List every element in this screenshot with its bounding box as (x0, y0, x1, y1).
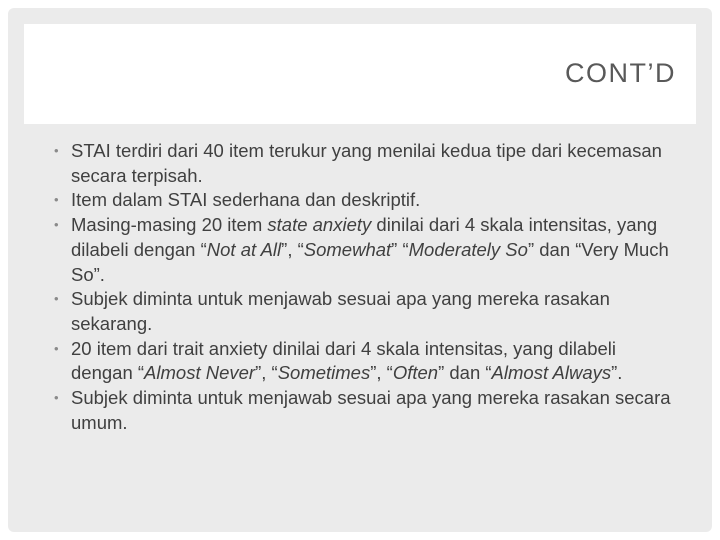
bullet-item (54, 188, 674, 213)
bullet-text-italic: Somewhat (303, 238, 392, 260)
bullet-text: Item dalam STAI sederhana dan deskriptif. (71, 189, 421, 211)
bullet-text: ” dan “Very Much So”. (71, 238, 669, 285)
bullet-dot-icon: • (54, 143, 59, 158)
bullet-text-italic: Sometimes (277, 362, 371, 384)
bullet-text: dinilai dari 4 skala intensitas, yang dilabeli dengan “ (71, 214, 658, 260)
bullet-text: ” “ (391, 238, 409, 260)
bullet-text-italic: state anxiety (267, 214, 372, 236)
bullet-dot-icon: • (54, 291, 59, 307)
bullet-text: ” dan “ (438, 362, 492, 384)
bullet-text: Subjek diminta untuk menjawab sesuai apa yang mereka rasakan sekarang. (71, 288, 610, 334)
bullet-dot-icon: • (54, 192, 59, 208)
bullet-text: ”, “ (255, 362, 278, 384)
bullet-list (54, 139, 674, 435)
bullet-item (54, 386, 674, 435)
bullet-text: STAI terdiri dari 40 item terukur yang menilai kedua tipe dari kecemasan secara terpisah. (71, 140, 662, 186)
bullet-item (54, 287, 674, 336)
bullet-text: ”. (611, 362, 623, 384)
bullet-text-italic: Not at All (206, 238, 282, 260)
bullet-dot-icon: • (54, 390, 59, 406)
bullet-item (54, 139, 674, 188)
bullet-text-italic: Almost Always (491, 362, 612, 384)
bullet-text: ”, “ (281, 238, 304, 260)
slide-title: CONT’D (565, 58, 676, 88)
title-box (24, 24, 696, 124)
bullet-dot-icon: • (54, 217, 59, 233)
bullet-text: 20 item dari trait anxiety dinilai dari 4 skala intensitas, yang dilabeli dengan “ (71, 337, 617, 384)
bullet-text: ”, “ (370, 362, 393, 384)
bullet-text-italic: Moderately So (408, 238, 528, 260)
bullet-text-italic: Almost Never (144, 362, 256, 384)
bullet-item (54, 337, 674, 386)
bullet-dot-icon: • (54, 340, 59, 356)
bullet-item (54, 213, 674, 287)
bullet-text-italic: Often (392, 362, 439, 384)
bullet-text: Subjek diminta untuk menjawab sesuai apa yang mereka rasakan secara umum. (71, 387, 671, 433)
bullet-text: Masing-masing 20 item (71, 214, 268, 236)
